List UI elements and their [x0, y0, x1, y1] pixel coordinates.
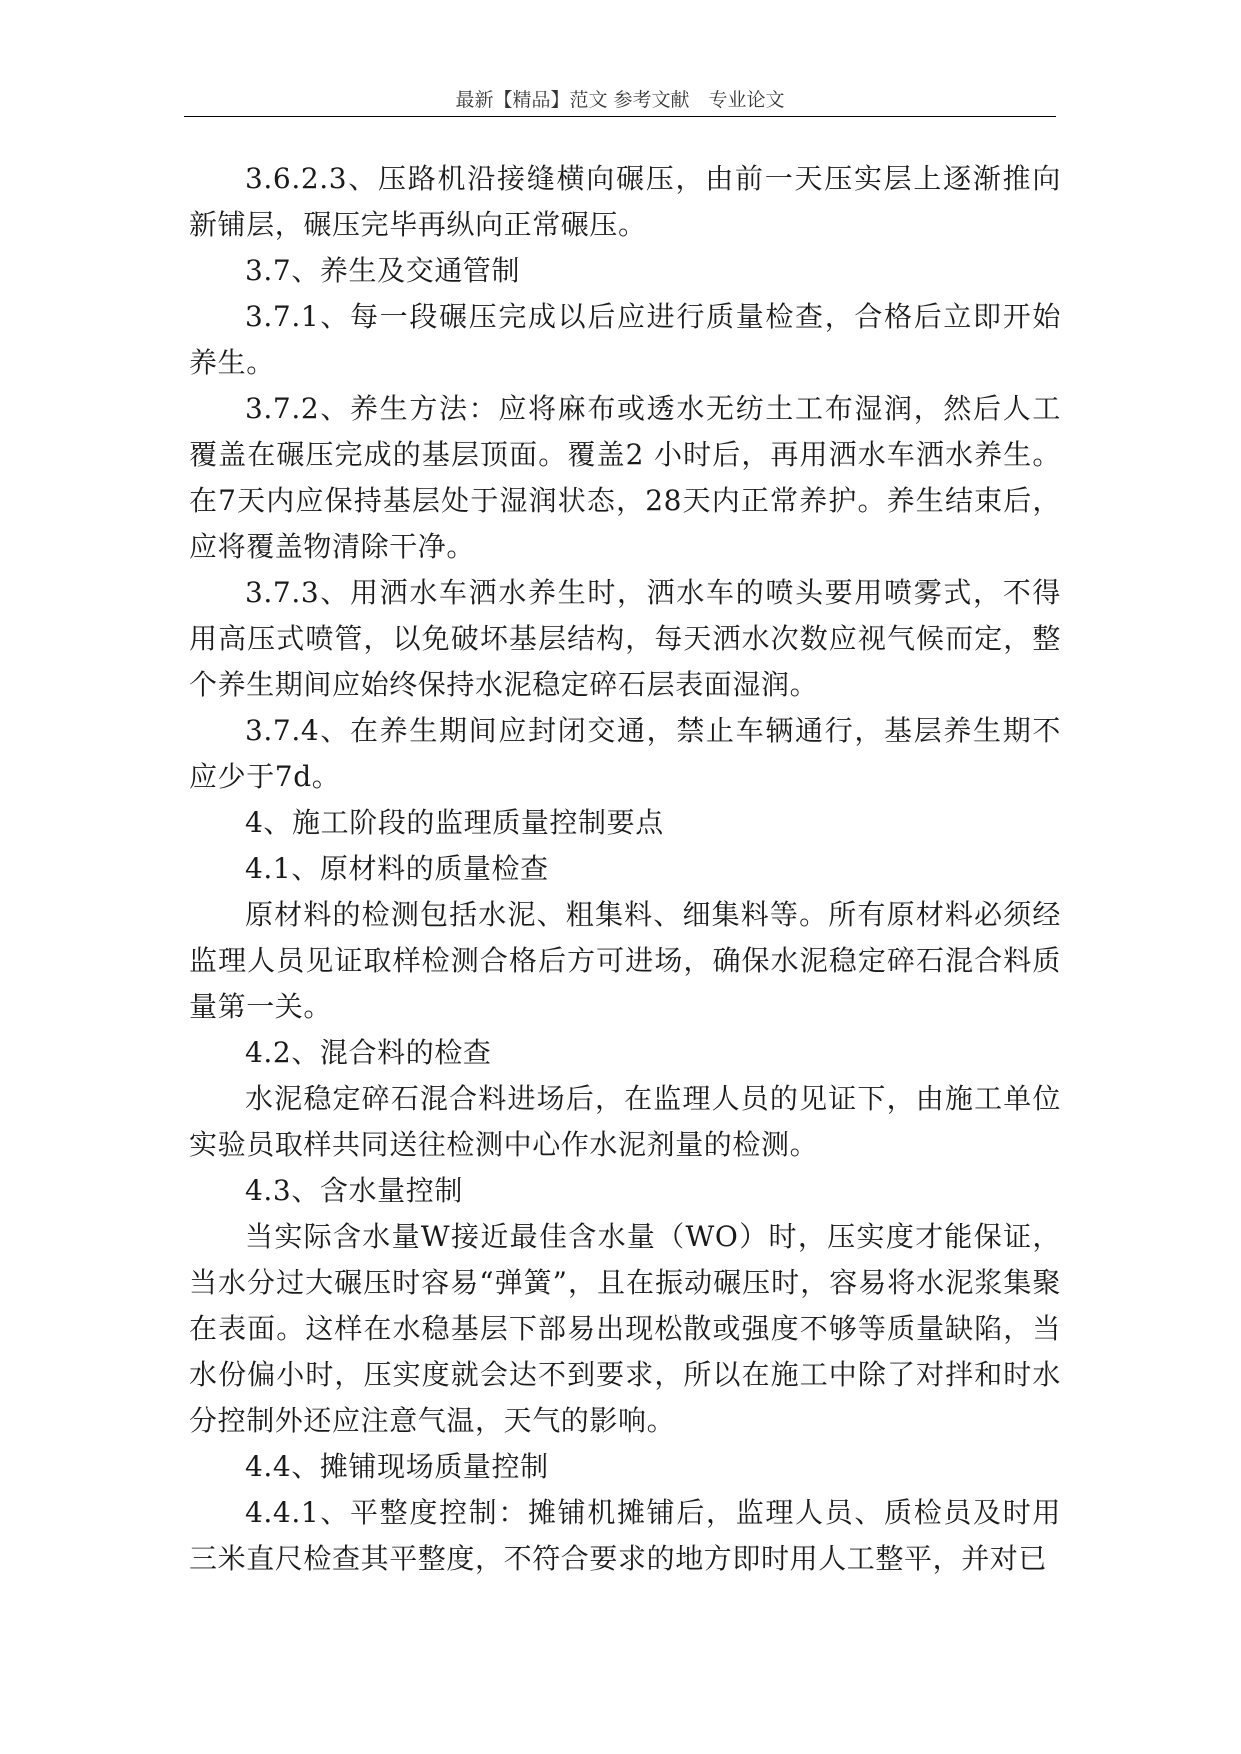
paragraph-4-4-1: 4.4.1、平整度控制：摊铺机摊铺后，监理人员、质检员及时用三米直尺检查其平整度，不符合要求的地方即时用人工整平，并对已: [189, 1496, 1061, 1575]
document-body: [189, 156, 1061, 1582]
paragraph-moisture-control: 当实际含水量W接近最佳含水量（WO）时，压实度才能保证，当水分过大碾压时容易“弹簧”，且在振动碾压时，容易将水泥浆集聚在表面。这样在水稳基层下部易出现松散或强度不够等质量缺陷，当水份偏小时，压实度就会达不到要求，所以在施工中除了对拌和时水分控制外还应注意气温，天气的影响。: [189, 1220, 1061, 1437]
section-heading-4-2: 4.2、混合料的检查: [245, 1036, 492, 1069]
page-header: 最新【精品】范文 参考文献 专业论文: [455, 89, 785, 111]
header-divider: [184, 116, 1056, 117]
section-heading-4-4: 4.4、摊铺现场质量控制: [245, 1450, 549, 1483]
section-heading-3-7: 3.7、养生及交通管制: [245, 254, 521, 287]
paragraph-raw-materials: 原材料的检测包括水泥、粗集料、细集料等。所有原材料必须经监理人员见证取样检测合格后方可进场，确保水泥稳定碎石混合料质量第一关。: [189, 898, 1061, 1023]
section-heading-4-3: 4.3、含水量控制: [245, 1174, 463, 1207]
paragraph-3-7-2: 3.7.2、养生方法：应将麻布或透水无纺土工布湿润，然后人工覆盖在碾压完成的基层顶面。覆盖2 小时后，再用洒水车洒水养生。在7天内应保持基层处于湿润状态，28天内正常养护。养生结束后，应将覆盖物清除干净。: [189, 392, 1061, 563]
paragraph-mixture-check: 水泥稳定碎石混合料进场后，在监理人员的见证下，由施工单位实验员取样共同送往检测中心作水泥剂量的检测。: [189, 1082, 1061, 1161]
paragraph-3-6-2-3: 3.6.2.3、压路机沿接缝横向碾压，由前一天压实层上逐渐推向新铺层，碾压完毕再纵向正常碾压。: [189, 162, 1061, 241]
paragraph-3-7-1: 3.7.1、每一段碾压完成以后应进行质量检查，合格后立即开始养生。: [189, 300, 1061, 379]
paragraph-3-7-3: 3.7.3、用洒水车洒水养生时，洒水车的喷头要用喷雾式，不得用高压式喷管，以免破坏基层结构，每天洒水次数应视气候而定，整个养生期间应始终保持水泥稳定碎石层表面湿润。: [189, 576, 1061, 701]
section-heading-4: 4、施工阶段的监理质量控制要点: [245, 806, 664, 839]
section-heading-4-1: 4.1、原材料的质量检查: [245, 852, 549, 885]
paragraph-3-7-4: 3.7.4、在养生期间应封闭交通，禁止车辆通行，基层养生期不应少于7d。: [189, 714, 1061, 793]
